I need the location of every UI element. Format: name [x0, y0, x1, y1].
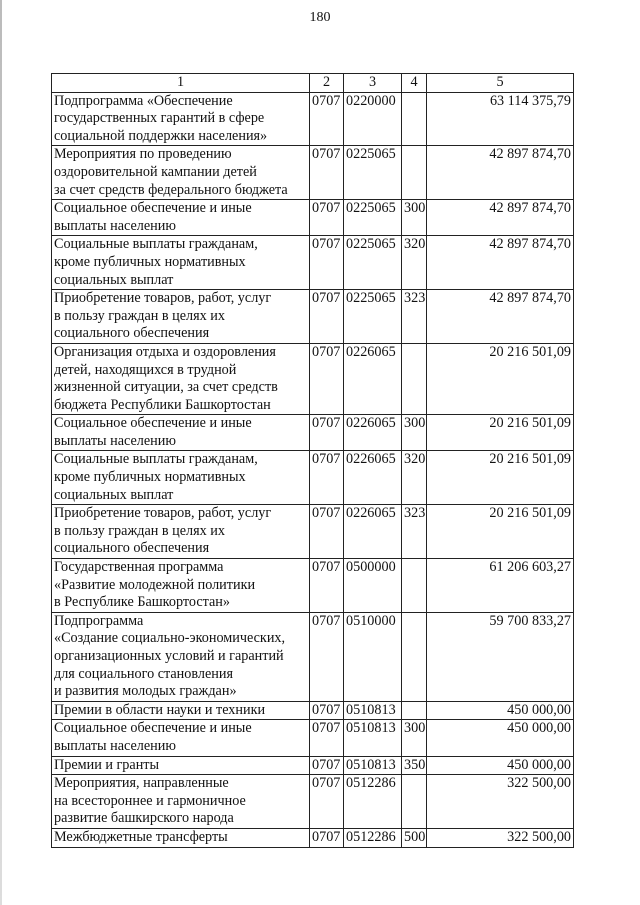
row-type-cell: 300 — [402, 200, 427, 236]
row-amount-cell: 42 897 874,70 — [427, 236, 574, 290]
page-number: 180 — [309, 10, 331, 25]
row-section-cell: 0707 — [310, 451, 344, 505]
row-name-cell: Премии в области науки и техники — [52, 701, 310, 720]
row-amount-cell: 20 216 501,09 — [427, 415, 574, 451]
row-amount-cell: 20 216 501,09 — [427, 343, 574, 414]
table-row — [52, 92, 574, 146]
row-section-cell: 0707 — [310, 92, 344, 146]
row-name-cell: Премии и гранты — [52, 756, 310, 775]
table-row — [52, 505, 574, 559]
row-name-cell: Приобретение товаров, работ, услуг в пользу граждан в целях их социального обеспечения — [52, 505, 310, 559]
row-target-cell: 0226065 — [344, 451, 402, 505]
row-name-cell: Подпрограмма «Создание социально-экономических, организационных условий и гарантий для социального становления и развития молодых граждан» — [52, 612, 310, 701]
row-type-cell: 323 — [402, 505, 427, 559]
row-amount-cell: 63 114 375,79 — [427, 92, 574, 146]
header-row — [52, 74, 574, 93]
budget-table — [51, 73, 574, 848]
table-row — [52, 612, 574, 701]
table-row — [52, 236, 574, 290]
row-target-cell: 0225065 — [344, 146, 402, 200]
row-name-cell: Государственная программа «Развитие молодежной политики в Республике Башкортостан» — [52, 559, 310, 613]
row-type-cell: 320 — [402, 451, 427, 505]
row-section-cell: 0707 — [310, 200, 344, 236]
row-name-cell: Социальные выплаты гражданам, кроме публичных нормативных социальных выплат — [52, 451, 310, 505]
row-section-cell: 0707 — [310, 756, 344, 775]
row-amount-cell: 42 897 874,70 — [427, 290, 574, 344]
row-target-cell: 0225065 — [344, 200, 402, 236]
table-row — [52, 451, 574, 505]
row-amount-cell: 450 000,00 — [427, 701, 574, 720]
row-name-cell: Социальное обеспечение и иные выплаты населению — [52, 200, 310, 236]
row-target-cell: 0512286 — [344, 828, 402, 847]
row-name-cell: Мероприятия по проведению оздоровительной кампании детей за счет средств федерального бюджета — [52, 146, 310, 200]
row-type-cell — [402, 612, 427, 701]
row-section-cell: 0707 — [310, 720, 344, 756]
row-target-cell: 0510000 — [344, 612, 402, 701]
row-amount-cell: 42 897 874,70 — [427, 200, 574, 236]
row-name-cell: Мероприятия, направленные на всестороннее и гармоничное развитие башкирского народа — [52, 775, 310, 829]
row-amount-cell: 322 500,00 — [427, 828, 574, 847]
row-target-cell: 0225065 — [344, 290, 402, 344]
table-row — [52, 343, 574, 414]
row-section-cell: 0707 — [310, 415, 344, 451]
row-type-cell — [402, 343, 427, 414]
row-name-cell: Организация отдыха и оздоровления детей, находящихся в трудной жизненной ситуации, за счет средств бюджета Республики Башкортостан — [52, 343, 310, 414]
header-cell-name: 1 — [52, 74, 310, 93]
row-amount-cell: 42 897 874,70 — [427, 146, 574, 200]
row-name-cell: Социальное обеспечение и иные выплаты населению — [52, 720, 310, 756]
row-amount-cell: 61 206 603,27 — [427, 559, 574, 613]
row-amount-cell: 322 500,00 — [427, 775, 574, 829]
row-type-cell — [402, 559, 427, 613]
row-name-cell: Подпрограмма «Обеспечение государственных гарантий в сфере социальной поддержки населения» — [52, 92, 310, 146]
table-row — [52, 415, 574, 451]
table-row — [52, 775, 574, 829]
row-amount-cell: 450 000,00 — [427, 720, 574, 756]
table-row — [52, 701, 574, 720]
row-type-cell — [402, 775, 427, 829]
scan-edge — [0, 0, 2, 905]
row-section-cell: 0707 — [310, 505, 344, 559]
row-type-cell: 300 — [402, 415, 427, 451]
row-target-cell: 0510813 — [344, 756, 402, 775]
row-section-cell: 0707 — [310, 146, 344, 200]
row-type-cell: 323 — [402, 290, 427, 344]
row-target-cell: 0226065 — [344, 505, 402, 559]
row-amount-cell: 450 000,00 — [427, 756, 574, 775]
row-type-cell — [402, 146, 427, 200]
row-target-cell: 0225065 — [344, 236, 402, 290]
table-row — [52, 200, 574, 236]
row-type-cell: 500 — [402, 828, 427, 847]
row-section-cell: 0707 — [310, 828, 344, 847]
row-name-cell: Приобретение товаров, работ, услуг в пользу граждан в целях их социального обеспечения — [52, 290, 310, 344]
row-target-cell: 0220000 — [344, 92, 402, 146]
header-cell-target: 3 — [344, 74, 402, 93]
row-amount-cell: 20 216 501,09 — [427, 505, 574, 559]
row-type-cell: 350 — [402, 756, 427, 775]
row-type-cell: 320 — [402, 236, 427, 290]
row-section-cell: 0707 — [310, 701, 344, 720]
row-amount-cell: 59 700 833,27 — [427, 612, 574, 701]
row-name-cell: Межбюджетные трансферты — [52, 828, 310, 847]
row-target-cell: 0500000 — [344, 559, 402, 613]
row-section-cell: 0707 — [310, 343, 344, 414]
row-target-cell: 0510813 — [344, 701, 402, 720]
row-type-cell — [402, 701, 427, 720]
header-cell-type: 4 — [402, 74, 427, 93]
table-row — [52, 756, 574, 775]
table-row — [52, 146, 574, 200]
row-section-cell: 0707 — [310, 290, 344, 344]
header-cell-section: 2 — [310, 74, 344, 93]
table-row — [52, 290, 574, 344]
row-amount-cell: 20 216 501,09 — [427, 451, 574, 505]
row-target-cell: 0512286 — [344, 775, 402, 829]
table-row — [52, 559, 574, 613]
header-cell-amount: 5 — [427, 74, 574, 93]
row-name-cell: Социальные выплаты гражданам, кроме публичных нормативных социальных выплат — [52, 236, 310, 290]
row-section-cell: 0707 — [310, 612, 344, 701]
row-section-cell: 0707 — [310, 236, 344, 290]
row-target-cell: 0510813 — [344, 720, 402, 756]
row-section-cell: 0707 — [310, 559, 344, 613]
row-type-cell — [402, 92, 427, 146]
table-row — [52, 720, 574, 756]
table-row — [52, 828, 574, 847]
row-section-cell: 0707 — [310, 775, 344, 829]
row-target-cell: 0226065 — [344, 343, 402, 414]
row-name-cell: Социальное обеспечение и иные выплаты населению — [52, 415, 310, 451]
row-type-cell: 300 — [402, 720, 427, 756]
row-target-cell: 0226065 — [344, 415, 402, 451]
